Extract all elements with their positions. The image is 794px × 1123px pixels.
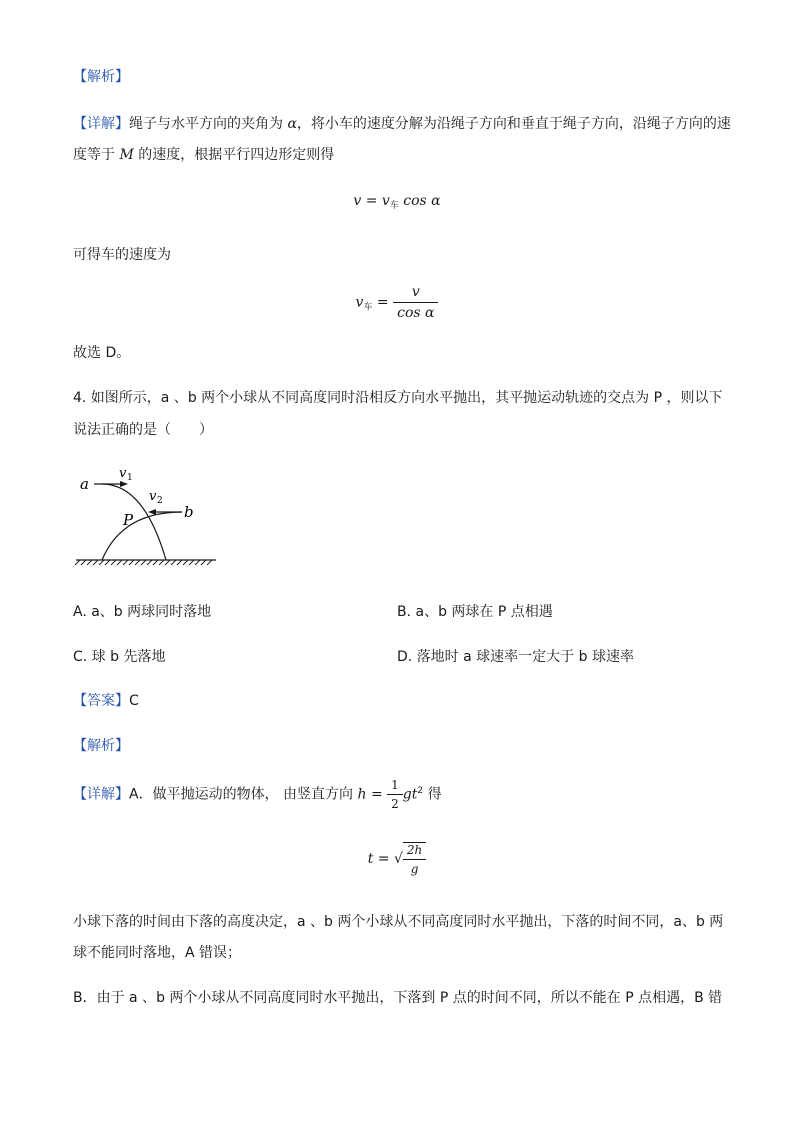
fraction: $\frac{v}{\text{cos α}}$ [393,284,438,321]
answer-label: 【答案】 [73,693,129,709]
detail-line-7: B．由于 a 、b 两个小球从不同高度同时水平抛出，下落到 P 点的时间不同，所以不能在 P 点相遇，B 错 [73,990,723,1006]
trajectory-b [102,512,182,560]
projectile-figure [72,462,222,572]
detail-line-2: 度等于 M 的速度，根据平行四边形定则得 [73,147,335,163]
question-stem-2: 说法正确的是（ ） [73,422,213,438]
sqrt-icon: √ [393,851,403,867]
detail-line-4: 故选 D。 [73,345,131,361]
label-v2-sub: 2 [157,496,163,506]
fraction-half: $\frac{1}{2}$ [387,778,403,811]
detail-line-3: 可得车的速度为 [73,247,171,263]
xiangjie-label: 【详解】 [73,116,129,132]
label-v1: v [119,466,127,481]
option-d: D. 落地时 a 球速率一定大于 b 球速率 [397,649,634,665]
answer-line [73,690,139,710]
sqrt-fraction: $\frac{2h}{g}$ [403,842,426,876]
xiangjie-label-2: 【详解】 [73,786,129,803]
jiexi-heading-2: 【解析】 [73,738,129,754]
detail-line-5: 小球下落的时间由下落的高度决定，a 、b 两个小球从不同高度同时水平抛出，下落的时间不同，a、b 两 [73,914,724,930]
option-b: B. a、b 两球在 P 点相遇 [397,604,553,620]
equation-v-car: $v_车$ = $\frac{v}{\text{cos α}}$ [0,284,794,321]
label-a: a [80,475,89,493]
label-v2: v [149,489,157,504]
label-v1-sub: 1 [127,473,133,483]
detail-line-A: 【详解】A．做平抛运动的物体， 由竖直方向 h = $\frac{1}{2}$ $gt^2$ 得 [73,778,442,811]
label-b: b [184,503,194,521]
jiexi-heading: 【解析】 [73,69,129,85]
equation-v-cos: $v = v_车$ cos α [353,193,441,211]
option-a: A. a、b 两球同时落地 [73,604,212,620]
detail-line-1: 【详解】绳子与水平方向的夹角为 α，将小车的速度分解为沿绳子方向和垂直于绳子方向，沿绳子方向的速 [73,116,731,132]
equation-t: t = √ $\frac{2h}{g}$ [0,842,794,876]
ground-hatch [75,560,212,565]
label-P: P [123,511,134,529]
detail-line-6: 球不能同时落地，A 错误； [73,945,242,961]
option-c: C. 球 b 先落地 [73,649,166,665]
v2-arrowhead [148,509,156,515]
answer-value: C [129,693,139,709]
question-stem-1: 4. 如图所示，a 、b 两个小球从不同高度同时沿相反方向水平抛出，其平抛运动轨迹的交点为 P ，则以下 [73,390,723,406]
